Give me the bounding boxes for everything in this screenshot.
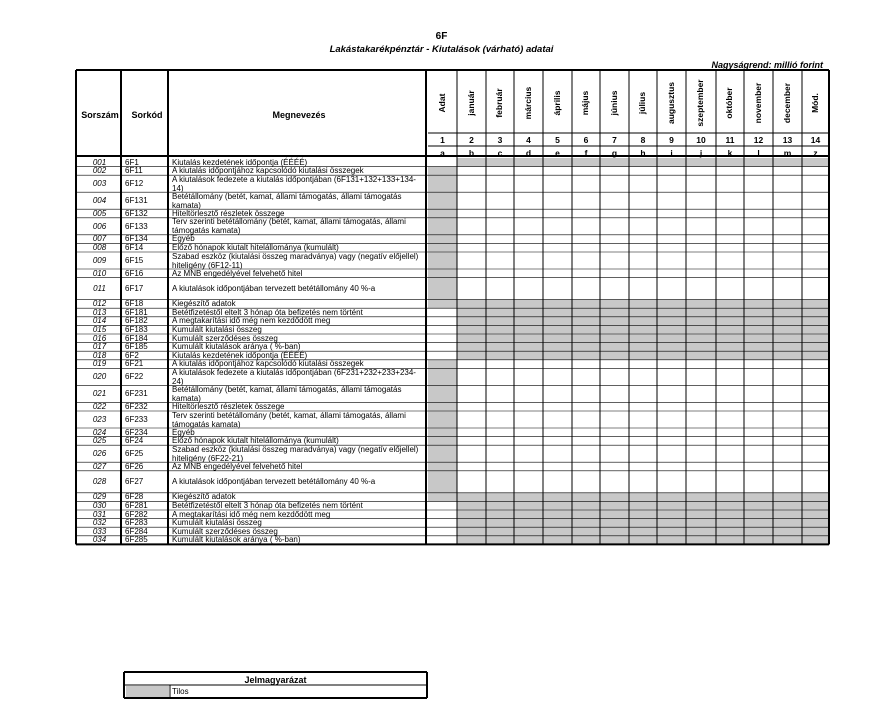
row-serial: 034 xyxy=(92,535,107,545)
row-code: 6F14 xyxy=(125,242,144,252)
row-name: Az MNB engedélyével felvehető hitel xyxy=(172,268,303,278)
column-header-month: december xyxy=(781,82,792,124)
column-letter: m xyxy=(783,148,792,158)
row-serial: 007 xyxy=(92,234,107,244)
row-name: Egyéb xyxy=(172,234,195,244)
column-header-month: november xyxy=(752,82,763,124)
column-number: 12 xyxy=(753,135,764,145)
row-code: 6F21 xyxy=(125,359,144,369)
row-serial: 015 xyxy=(92,324,107,334)
column-header-month: Mód. xyxy=(809,93,820,113)
row-code: 6F17 xyxy=(125,284,144,294)
column-header-month: szeptember xyxy=(695,79,705,127)
column-number: 2 xyxy=(469,135,474,145)
row-code: 6F26 xyxy=(125,461,144,471)
row-name: A kiutalások fedezete a kiutalás időpontjában (6F131+132+133+134-14) xyxy=(172,174,416,193)
column-header-month: Adat xyxy=(436,93,447,113)
shaded-cell xyxy=(428,437,457,446)
row-code: 6F11 xyxy=(125,166,143,176)
row-name: Betétállomány (betét, kamat, állami támogatás, állami támogatás kamata) xyxy=(172,384,402,403)
row-serial: 018 xyxy=(92,350,107,360)
shaded-cell xyxy=(428,471,457,493)
row-serial: 020 xyxy=(92,372,107,382)
row-serial: 021 xyxy=(92,389,107,399)
column-letter: l xyxy=(757,148,760,158)
row-name: Szabad eszköz (kiutalási összeg maradványa) vagy (negatív előjellel) hiteligény (6F22-21) xyxy=(172,444,419,463)
row-code: 6F24 xyxy=(125,436,144,446)
row-serial: 030 xyxy=(92,500,107,510)
row-code: 6F28 xyxy=(125,492,144,502)
column-letter: f xyxy=(584,148,588,158)
row-name: Terv szerinti betétállomány (betét, kamat, állami támogatás, állami támogatás kamata) xyxy=(172,410,406,429)
column-letter: b xyxy=(468,148,475,158)
row-serial: 029 xyxy=(92,492,107,502)
row-serial: 006 xyxy=(92,221,107,231)
row-name: Betétfizetéstől eltelt 3 hónap óta befizetés nem történt xyxy=(172,500,363,510)
column-letter: e xyxy=(555,148,560,158)
row-code: 6F182 xyxy=(125,316,148,326)
column-letter: g xyxy=(611,148,618,158)
row-code: 6F283 xyxy=(125,518,148,528)
row-code: 6F183 xyxy=(125,324,148,334)
row-code: 6F15 xyxy=(125,256,144,265)
column-letter: j xyxy=(699,148,703,158)
column-header-month: április xyxy=(551,90,562,116)
column-number: 13 xyxy=(782,135,793,145)
row-name: Kiutalás kezdetének időpontja (ÉÉÉÉ) xyxy=(172,157,308,167)
column-number: 14 xyxy=(810,135,821,145)
row-serial: 010 xyxy=(92,268,107,278)
form-title: Lakástakarékpénztár - Kiutalások (várható) adatai xyxy=(329,44,554,55)
row-code: 6F232 xyxy=(125,401,148,411)
column-number: 5 xyxy=(555,135,560,145)
shaded-cell xyxy=(428,209,457,218)
row-serial: 003 xyxy=(92,179,107,189)
row-name: Betétállomány (betét, kamat, állami támogatás, állami támogatás kamata) xyxy=(172,191,402,210)
row-name: Kumulált szerződéses összeg xyxy=(172,333,278,343)
row-code: 6F181 xyxy=(125,307,148,317)
row-serial: 009 xyxy=(92,256,107,265)
row-code: 6F132 xyxy=(125,208,148,218)
shaded-cell xyxy=(428,462,457,471)
row-serial: 033 xyxy=(92,526,107,536)
column-letter: a xyxy=(440,148,445,158)
row-name: A kiutalás időpontjához kapcsolódó kiutalási összegek xyxy=(172,359,364,369)
row-name: A megtakarítási idő még nem kezdődött meg xyxy=(172,316,331,326)
column-header-month: október xyxy=(724,87,734,119)
row-code: 6F233 xyxy=(125,415,148,424)
row-code: 6F281 xyxy=(125,500,148,510)
row-name: Kumulált kiutalások aránya ( %-ban) xyxy=(172,342,301,352)
column-number: 11 xyxy=(725,135,735,145)
column-header-month: február xyxy=(494,88,504,118)
row-serial: 031 xyxy=(92,509,107,519)
row-code: 6F12 xyxy=(125,179,144,189)
row-code: 6F133 xyxy=(125,221,148,231)
row-code: 6F22 xyxy=(125,372,144,382)
row-name: Kumulált kiutalások aránya ( %-ban) xyxy=(172,535,301,545)
shaded-cell xyxy=(428,167,457,176)
row-name: Kiutalás kezdetének időpontja (ÉÉÉÉ) xyxy=(172,350,308,360)
column-letter: k xyxy=(727,148,733,158)
row-name: A kiutalások fedezete a kiutalás időpontjában (6F231+232+233+234-24) xyxy=(172,367,416,386)
row-code: 6F185 xyxy=(125,342,148,352)
row-code: 6F131 xyxy=(125,196,148,206)
column-header-month: január xyxy=(465,90,476,116)
column-number: 3 xyxy=(497,135,503,145)
legend-swatch xyxy=(126,686,169,697)
shaded-cell xyxy=(428,235,457,244)
row-name: Kumulált kiutalási összeg xyxy=(172,324,262,334)
shaded-cell xyxy=(428,385,457,402)
row-name: A kiutalások időpontjában tervezett betétállomány 40 %-a xyxy=(172,477,376,487)
shaded-cell xyxy=(428,428,457,437)
shaded-cell xyxy=(428,243,457,252)
column-header-rowcode: Sorkód xyxy=(131,110,163,120)
row-name: Terv szerinti betétállomány (betét, kamat, állami támogatás, állami támogatás kamata) xyxy=(172,217,406,236)
column-number: 8 xyxy=(640,135,646,145)
row-code: 6F25 xyxy=(125,449,144,459)
row-serial: 004 xyxy=(92,196,107,206)
column-header-month: május xyxy=(580,90,590,116)
column-number: 9 xyxy=(669,135,674,145)
shaded-cell xyxy=(428,192,457,209)
column-number: 7 xyxy=(612,135,617,145)
row-code: 6F184 xyxy=(125,333,148,343)
column-letter: c xyxy=(497,148,503,158)
row-code: 6F27 xyxy=(125,477,144,487)
row-name: Kumulált szerződéses összeg xyxy=(172,526,278,536)
row-code: 6F234 xyxy=(125,427,148,437)
row-serial: 028 xyxy=(92,477,107,487)
row-name: A kiutalások időpontjában tervezett betétállomány 40 %-a xyxy=(172,284,376,294)
row-serial: 023 xyxy=(92,415,107,424)
row-serial: 025 xyxy=(92,436,107,446)
row-name: Egyéb xyxy=(172,427,195,437)
column-header-month: július xyxy=(637,91,647,115)
shaded-cell xyxy=(428,360,457,369)
shaded-cell xyxy=(428,218,457,235)
form-code: 6F xyxy=(435,31,448,42)
column-letter: d xyxy=(525,148,532,158)
row-code: 6F284 xyxy=(125,526,148,536)
shaded-cell xyxy=(428,402,457,411)
row-serial: 019 xyxy=(92,359,107,369)
column-header-serial: Sorszám xyxy=(81,110,119,120)
row-name: Az MNB engedélyével felvehető hitel xyxy=(172,461,303,471)
column-number: 1 xyxy=(440,135,445,145)
row-code: 6F285 xyxy=(125,535,148,545)
shaded-cell xyxy=(428,368,457,385)
row-serial: 008 xyxy=(92,242,107,252)
row-serial: 005 xyxy=(92,208,107,218)
row-name: A megtakarítási idő még nem kezdődött meg xyxy=(172,509,331,519)
row-name: Előző hónapok kiutalt hitelállománya (kumulált) xyxy=(172,436,339,446)
legend-title: Jelmagyarázat xyxy=(244,675,307,685)
column-header-month: június xyxy=(608,90,619,116)
row-serial: 027 xyxy=(92,461,107,471)
row-serial: 002 xyxy=(92,166,107,176)
legend-label: Tilos xyxy=(172,687,189,696)
row-name: A kiutalás időpontjához kapcsolódó kiutalási összegek xyxy=(172,166,364,176)
row-serial: 014 xyxy=(92,316,107,326)
row-name: Előző hónapok kiutalt hitelállománya (kumulált) xyxy=(172,242,339,252)
row-code: 6F134 xyxy=(125,234,148,244)
row-code: 6F231 xyxy=(125,389,148,399)
row-serial: 026 xyxy=(92,449,107,459)
unit-note: Nagyságrend: millió forint xyxy=(711,60,823,70)
row-name: Kumulált kiutalási összeg xyxy=(172,518,262,528)
row-code: 6F16 xyxy=(125,268,144,278)
row-code: 6F2 xyxy=(125,350,139,360)
row-serial: 017 xyxy=(92,342,107,352)
column-header-name: Megnevezés xyxy=(272,110,326,120)
row-name: Kiegészítő adatok xyxy=(172,299,236,309)
row-serial: 012 xyxy=(92,299,107,309)
column-letter: i xyxy=(670,148,673,158)
shaded-cell xyxy=(428,411,457,428)
row-code: 6F282 xyxy=(125,509,148,519)
shaded-cell xyxy=(428,269,457,278)
shaded-cell xyxy=(428,445,457,462)
column-header-month: augusztus xyxy=(665,81,676,125)
row-serial: 016 xyxy=(92,333,107,343)
column-number: 6 xyxy=(583,135,589,145)
row-serial: 013 xyxy=(92,307,107,317)
row-name: Hiteltörlesztő részletek összege xyxy=(172,401,285,411)
column-number: 4 xyxy=(526,135,531,145)
row-serial: 011 xyxy=(93,284,106,294)
shaded-cell xyxy=(428,175,457,192)
row-code: 6F18 xyxy=(125,299,144,309)
column-letter: h xyxy=(640,148,646,158)
column-letter: z xyxy=(813,148,818,158)
row-name: Szabad eszköz (kiutalási összeg maradványa) vagy (negatív előjellel) hiteligény (6F12-11) xyxy=(172,251,419,270)
column-header-month: március xyxy=(522,86,533,120)
row-serial: 022 xyxy=(92,401,107,411)
row-serial: 024 xyxy=(92,427,107,437)
shaded-cell xyxy=(428,252,457,269)
shaded-cell xyxy=(428,278,457,300)
column-number: 10 xyxy=(696,135,706,145)
row-serial: 001 xyxy=(92,157,107,167)
row-serial: 032 xyxy=(92,518,107,528)
row-name: Hiteltörlesztő részletek összege xyxy=(172,208,285,218)
row-name: Betétfizetéstől eltelt 3 hónap óta befizetés nem történt xyxy=(172,307,363,317)
row-name: Kiegészítő adatok xyxy=(172,492,236,502)
row-code: 6F1 xyxy=(125,157,139,167)
